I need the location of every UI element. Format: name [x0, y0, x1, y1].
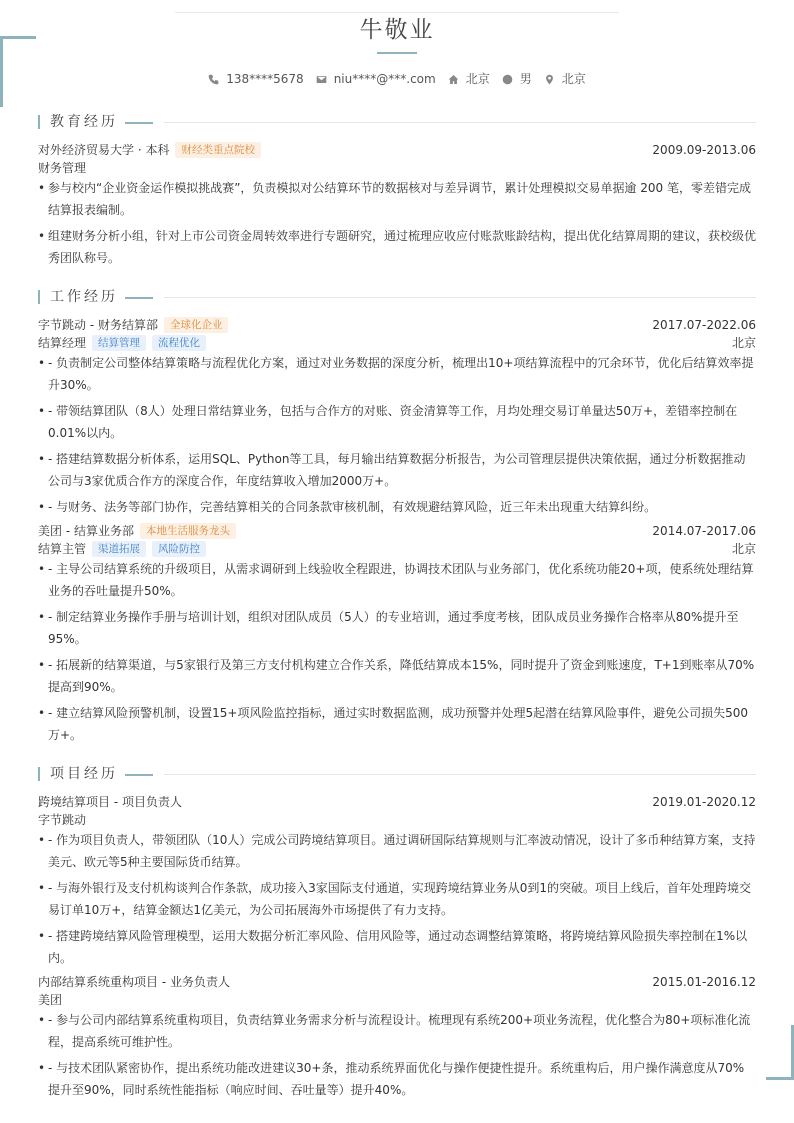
- company-tag: 本地生活服务龙头: [140, 523, 236, 539]
- email-text: niu****@***.com: [333, 72, 436, 86]
- work-title-row: [38, 334, 756, 352]
- project-name: 内部结算系统重构项目 - 业务负责人: [38, 975, 230, 989]
- candidate-name: 牛敬业: [359, 17, 435, 43]
- work-city: 北京: [731, 542, 756, 556]
- major: 财务管理: [38, 161, 87, 175]
- list-item: • - 作为项目负责人，带领团队（10人）完成公司跨境结算项目。通过调研国际结算规则与汇率波动情况，设计了多币种结算方案，支持美元、欧元等5种主要国际货币结算。: [38, 833, 756, 869]
- section-title: 教育经历: [50, 114, 118, 130]
- list-item: • - 制定结算业务操作手册与培训计划，组织对团队成员（5人）的专业培训，通过季度考核，团队成员业务操作合格率从80%提升至95%。: [38, 610, 739, 646]
- job-title: 结算主管: [38, 542, 87, 556]
- work-header-row: [38, 316, 756, 334]
- list-item: • 参与校内“企业资金运作模拟挑战赛”，负责模拟对公结算环节的数据核对与差异调节，累计处理模拟交易单据逾 200 笔，零差错完成结算报表编制。: [38, 181, 751, 217]
- education-date: 2009.09-2013.06: [652, 143, 756, 157]
- project-org: 美团: [38, 993, 63, 1007]
- contact-city: [544, 70, 586, 88]
- project-org: 字节跳动: [38, 813, 87, 827]
- section-title: 项目经历: [50, 766, 118, 782]
- mail-icon: [316, 74, 327, 85]
- work-date: 2017.07-2022.06: [652, 318, 756, 332]
- skill-tag: 风险防控: [152, 541, 206, 557]
- contact-phone: [208, 70, 303, 88]
- top-divider: [175, 12, 619, 13]
- skill-tag: 渠道拓展: [92, 541, 146, 557]
- project-name: 跨境结算项目 - 项目负责人: [38, 795, 182, 809]
- list-item: • 组建财务分析小组，针对上市公司资金周转效率进行专题研究，通过梳理应收应付账款账龄结构，提出优化结算周期的建议，获校级优秀团队称号。: [38, 229, 757, 265]
- list-item: • - 建立结算风险预警机制，设置15+项风险监控指标，通过实时数据监测，成功预警并处理5起潜在结算风险事件，避免公司损失500万+。: [38, 706, 749, 742]
- map-pin-icon: [544, 74, 555, 85]
- city-text: 北京: [561, 72, 586, 86]
- project-org-row: [38, 991, 756, 1009]
- list-item: • - 搭建结算数据分析体系，运用SQL、Python等工具，每月输出结算数据分析报告，为公司管理层提供决策依据，通过分析数据推动公司与3家优质合作方的深度合作，年度结算收入增加2000万+。: [38, 452, 746, 488]
- corner-decoration-bottom: [766, 1077, 794, 1080]
- work-header-row: [38, 522, 756, 540]
- list-item: • - 参与公司内部结算系统重构项目，负责结算业务需求分析与流程设计。梳理现有系统200+项业务流程，优化整合为80+项标准化流程，提高系统可维护性。: [38, 1013, 751, 1049]
- work-title-row: [38, 540, 756, 558]
- section-header-education: [38, 112, 756, 132]
- name-underline: [377, 52, 417, 54]
- list-item: • - 与技术团队紧密协作，提出系统功能改进建议30+条，推动系统界面优化与操作便捷性提升。系统重构后，用户操作满意度从70%提升至90%，同时系统性能指标（响应时间、吞吐量等）提升40%。: [38, 1061, 745, 1097]
- contact-bar: [0, 70, 794, 88]
- skill-tag: 流程优化: [152, 335, 206, 351]
- education-header-row: [38, 141, 756, 159]
- school-tag: 财经类重点院校: [175, 142, 261, 158]
- list-item: • - 搭建跨境结算风险管理模型，运用大数据分析汇率风险、信用风险等，通过动态调整结算策略，将跨境结算风险损失率控制在1%以内。: [38, 929, 748, 965]
- list-item: • - 负责制定公司整体结算策略与流程优化方案，通过对业务数据的深度分析，梳理出10+项结算流程中的冗余环节，优化后结算效率提升30%。: [38, 356, 754, 392]
- project-date: 2015.01-2016.12: [652, 975, 756, 989]
- skill-tag: 结算管理: [92, 335, 146, 351]
- education-major-row: [38, 159, 756, 177]
- list-item: • - 主导公司结算系统的升级项目，从需求调研到上线验收全程跟进，协调技术团队与业务部门，优化系统功能20+项，使系统处理结算业务的吞吐量提升50%。: [38, 562, 754, 598]
- project-header-row: [38, 973, 756, 991]
- company-tag: 全球化企业: [164, 317, 229, 333]
- project-date: 2019.01-2020.12: [652, 795, 756, 809]
- job-title: 结算经理: [38, 336, 87, 350]
- school-name: 对外经济贸易大学 · 本科: [38, 143, 170, 157]
- company-name: 字节跳动 - 财务结算部: [38, 318, 158, 332]
- list-item: • - 带领结算团队（8人）处理日常结算业务，包括与合作方的对账、资金清算等工作，月均处理交易订单量达50万+，差错率控制在0.01%以内。: [38, 404, 738, 440]
- project-header-row: [38, 793, 756, 811]
- company-name: 美团 - 结算业务部: [38, 524, 134, 538]
- contact-email: [316, 70, 436, 88]
- work-city: 北京: [731, 336, 756, 350]
- section-header-work: [38, 287, 756, 307]
- project-org-row: [38, 811, 756, 829]
- contact-gender: [502, 70, 532, 88]
- list-item: • - 拓展新的结算渠道，与5家银行及第三方支付机构建立合作关系，降低结算成本15%，同时提升了资金到账速度，T+1到账率从70%提高到90%。: [38, 658, 755, 694]
- list-item: • - 与财务、法务等部门协作，完善结算相关的合同条款审核机制，有效规避结算风险，近三年未出现重大结算纠纷。: [38, 500, 657, 514]
- section-header-project: [38, 764, 756, 784]
- user-icon: [502, 74, 513, 85]
- home-icon: [448, 74, 459, 85]
- list-item: • - 与海外银行及支付机构谈判合作条款，成功接入3家国际支付通道，实现跨境结算业务从0到1的突破。项目上线后，首年处理跨境交易订单10万+，结算金额达1亿美元，为公司拓展海外市场提供了有力支持。: [38, 881, 752, 917]
- phone-icon: [208, 74, 219, 85]
- phone-text: 138****5678: [226, 72, 304, 86]
- contact-location: [448, 70, 490, 88]
- gender-text: 男: [519, 72, 532, 86]
- location-text: 北京: [465, 72, 490, 86]
- work-date: 2014.07-2017.06: [652, 524, 756, 538]
- section-title: 工作经历: [50, 289, 118, 305]
